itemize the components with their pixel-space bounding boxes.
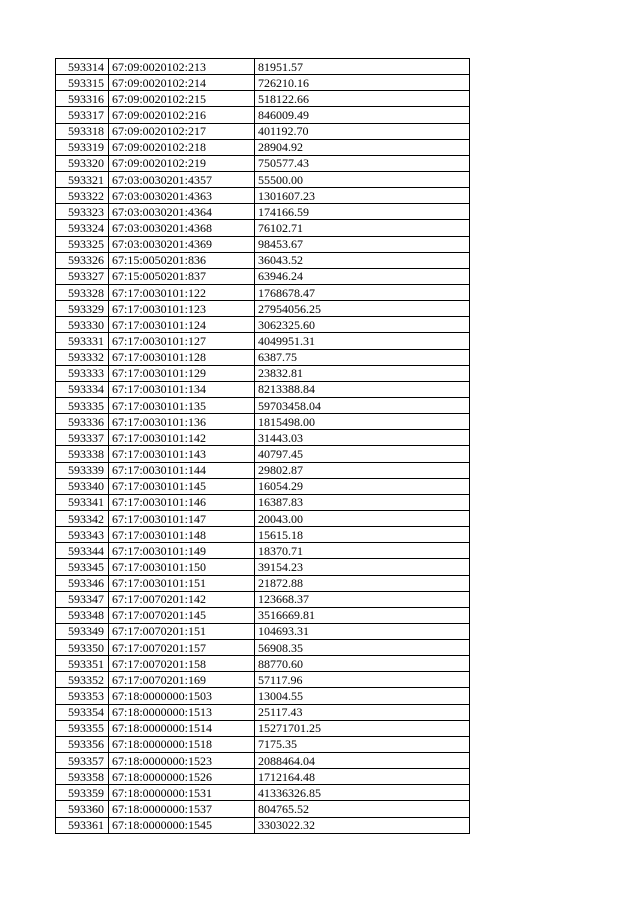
row-id-cell: 593328 [56, 284, 109, 300]
value-cell: 846009.49 [255, 107, 470, 123]
value-cell: 20043.00 [255, 510, 470, 526]
value-cell: 7175.35 [255, 736, 470, 752]
row-id-cell: 593341 [56, 494, 109, 510]
value-cell: 23832.81 [255, 365, 470, 381]
cadastral-number-cell: 67:09:0020102:215 [109, 91, 255, 107]
table-row [56, 381, 470, 397]
value-cell: 16387.83 [255, 494, 470, 510]
cadastral-number-cell: 67:17:0070201:157 [109, 640, 255, 656]
cadastral-number-cell: 67:03:0030201:4368 [109, 220, 255, 236]
row-id-cell: 593329 [56, 301, 109, 317]
cadastral-number-cell: 67:17:0030101:122 [109, 284, 255, 300]
cadastral-number-cell: 67:18:0000000:1537 [109, 801, 255, 817]
value-cell: 8213388.84 [255, 381, 470, 397]
value-cell: 726210.16 [255, 75, 470, 91]
table-row [56, 446, 470, 462]
row-id-cell: 593344 [56, 543, 109, 559]
row-id-cell: 593345 [56, 559, 109, 575]
table-row [56, 301, 470, 317]
table-row [56, 139, 470, 155]
row-id-cell: 593317 [56, 107, 109, 123]
table-row [56, 801, 470, 817]
value-cell: 3303022.32 [255, 817, 470, 833]
cadastral-number-cell: 67:17:0030101:144 [109, 462, 255, 478]
cadastral-number-cell: 67:15:0050201:836 [109, 252, 255, 268]
table-row [56, 559, 470, 575]
cadastral-number-cell: 67:03:0030201:4364 [109, 204, 255, 220]
cadastral-number-cell: 67:17:0030101:142 [109, 430, 255, 446]
table-row [56, 91, 470, 107]
row-id-cell: 593353 [56, 688, 109, 704]
cadastral-number-cell: 67:09:0020102:217 [109, 123, 255, 139]
table-row [56, 268, 470, 284]
table-row [56, 430, 470, 446]
cadastral-number-cell: 67:17:0030101:124 [109, 317, 255, 333]
cadastral-number-cell: 67:03:0030201:4369 [109, 236, 255, 252]
row-id-cell: 593321 [56, 171, 109, 187]
table-row [56, 220, 470, 236]
cadastral-number-cell: 67:17:0070201:169 [109, 672, 255, 688]
cadastral-number-cell: 67:17:0030101:147 [109, 510, 255, 526]
value-cell: 401192.70 [255, 123, 470, 139]
table-row [56, 494, 470, 510]
row-id-cell: 593351 [56, 656, 109, 672]
table-row [56, 462, 470, 478]
value-cell: 750577.43 [255, 155, 470, 171]
value-cell: 81951.57 [255, 59, 470, 75]
row-id-cell: 593314 [56, 59, 109, 75]
row-id-cell: 593356 [56, 736, 109, 752]
table-row [56, 688, 470, 704]
value-cell: 55500.00 [255, 171, 470, 187]
row-id-cell: 593324 [56, 220, 109, 236]
value-cell: 1768678.47 [255, 284, 470, 300]
row-id-cell: 593325 [56, 236, 109, 252]
value-cell: 41336326.85 [255, 785, 470, 801]
table-row [56, 155, 470, 171]
table-row [56, 349, 470, 365]
cadastral-number-cell: 67:17:0030101:151 [109, 575, 255, 591]
cadastral-number-cell: 67:17:0030101:129 [109, 365, 255, 381]
row-id-cell: 593350 [56, 640, 109, 656]
value-cell: 1815498.00 [255, 414, 470, 430]
row-id-cell: 593323 [56, 204, 109, 220]
table-row [56, 317, 470, 333]
table-row [56, 188, 470, 204]
value-cell: 56908.35 [255, 640, 470, 656]
row-id-cell: 593357 [56, 753, 109, 769]
table-row [56, 575, 470, 591]
table-row [56, 478, 470, 494]
value-cell: 6387.75 [255, 349, 470, 365]
value-cell: 15271701.25 [255, 720, 470, 736]
value-cell: 3062325.60 [255, 317, 470, 333]
cadastral-number-cell: 67:18:0000000:1503 [109, 688, 255, 704]
cadastral-number-cell: 67:17:0070201:142 [109, 591, 255, 607]
value-cell: 25117.43 [255, 704, 470, 720]
data-table [55, 58, 470, 834]
table-row [56, 204, 470, 220]
table-row [56, 607, 470, 623]
row-id-cell: 593319 [56, 139, 109, 155]
value-cell: 59703458.04 [255, 397, 470, 413]
table-row [56, 769, 470, 785]
row-id-cell: 593330 [56, 317, 109, 333]
value-cell: 40797.45 [255, 446, 470, 462]
row-id-cell: 593361 [56, 817, 109, 833]
cadastral-number-cell: 67:09:0020102:219 [109, 155, 255, 171]
cadastral-number-cell: 67:17:0030101:127 [109, 333, 255, 349]
table-row [56, 623, 470, 639]
value-cell: 21872.88 [255, 575, 470, 591]
value-cell: 1712164.48 [255, 769, 470, 785]
cadastral-number-cell: 67:09:0020102:213 [109, 59, 255, 75]
row-id-cell: 593336 [56, 414, 109, 430]
row-id-cell: 593349 [56, 623, 109, 639]
table-row [56, 785, 470, 801]
cadastral-number-cell: 67:17:0030101:128 [109, 349, 255, 365]
value-cell: 123668.37 [255, 591, 470, 607]
cadastral-number-cell: 67:09:0020102:216 [109, 107, 255, 123]
table-row [56, 736, 470, 752]
value-cell: 104693.31 [255, 623, 470, 639]
cadastral-number-cell: 67:18:0000000:1523 [109, 753, 255, 769]
table-row [56, 414, 470, 430]
cadastral-number-cell: 67:09:0020102:214 [109, 75, 255, 91]
cadastral-number-cell: 67:17:0030101:135 [109, 397, 255, 413]
value-cell: 27954056.25 [255, 301, 470, 317]
value-cell: 98453.67 [255, 236, 470, 252]
value-cell: 18370.71 [255, 543, 470, 559]
row-id-cell: 593355 [56, 720, 109, 736]
cadastral-number-cell: 67:15:0050201:837 [109, 268, 255, 284]
row-id-cell: 593334 [56, 381, 109, 397]
cadastral-number-cell: 67:17:0070201:151 [109, 623, 255, 639]
cadastral-number-cell: 67:17:0030101:123 [109, 301, 255, 317]
value-cell: 76102.71 [255, 220, 470, 236]
row-id-cell: 593338 [56, 446, 109, 462]
cadastral-number-cell: 67:18:0000000:1514 [109, 720, 255, 736]
cadastral-number-cell: 67:17:0030101:146 [109, 494, 255, 510]
table-row [56, 753, 470, 769]
row-id-cell: 593348 [56, 607, 109, 623]
value-cell: 63946.24 [255, 268, 470, 284]
row-id-cell: 593318 [56, 123, 109, 139]
table-row [56, 252, 470, 268]
value-cell: 3516669.81 [255, 607, 470, 623]
value-cell: 28904.92 [255, 139, 470, 155]
cadastral-number-cell: 67:17:0030101:148 [109, 527, 255, 543]
cadastral-number-cell: 67:18:0000000:1518 [109, 736, 255, 752]
row-id-cell: 593322 [56, 188, 109, 204]
row-id-cell: 593352 [56, 672, 109, 688]
cadastral-number-cell: 67:17:0070201:145 [109, 607, 255, 623]
table-row [56, 704, 470, 720]
row-id-cell: 593340 [56, 478, 109, 494]
table-row [56, 397, 470, 413]
cadastral-number-cell: 67:18:0000000:1526 [109, 769, 255, 785]
row-id-cell: 593346 [56, 575, 109, 591]
row-id-cell: 593326 [56, 252, 109, 268]
table-row [56, 817, 470, 833]
row-id-cell: 593315 [56, 75, 109, 91]
table-row [56, 59, 470, 75]
table-row [56, 333, 470, 349]
row-id-cell: 593316 [56, 91, 109, 107]
cadastral-number-cell: 67:17:0030101:134 [109, 381, 255, 397]
value-cell: 804765.52 [255, 801, 470, 817]
cadastral-number-cell: 67:17:0030101:145 [109, 478, 255, 494]
row-id-cell: 593337 [56, 430, 109, 446]
row-id-cell: 593343 [56, 527, 109, 543]
table-row [56, 107, 470, 123]
row-id-cell: 593358 [56, 769, 109, 785]
cadastral-number-cell: 67:17:0030101:136 [109, 414, 255, 430]
row-id-cell: 593342 [56, 510, 109, 526]
row-id-cell: 593327 [56, 268, 109, 284]
row-id-cell: 593333 [56, 365, 109, 381]
table-row [56, 284, 470, 300]
table-row [56, 527, 470, 543]
value-cell: 13004.55 [255, 688, 470, 704]
cadastral-number-cell: 67:18:0000000:1513 [109, 704, 255, 720]
row-id-cell: 593332 [56, 349, 109, 365]
cadastral-number-cell: 67:17:0030101:143 [109, 446, 255, 462]
value-cell: 36043.52 [255, 252, 470, 268]
table-row [56, 640, 470, 656]
cadastral-number-cell: 67:09:0020102:218 [109, 139, 255, 155]
value-cell: 16054.29 [255, 478, 470, 494]
value-cell: 1301607.23 [255, 188, 470, 204]
value-cell: 15615.18 [255, 527, 470, 543]
table-row [56, 75, 470, 91]
row-id-cell: 593331 [56, 333, 109, 349]
value-cell: 518122.66 [255, 91, 470, 107]
value-cell: 57117.96 [255, 672, 470, 688]
value-cell: 31443.03 [255, 430, 470, 446]
cadastral-number-cell: 67:03:0030201:4357 [109, 171, 255, 187]
table-row [56, 543, 470, 559]
table-body [56, 59, 470, 834]
value-cell: 4049951.31 [255, 333, 470, 349]
cadastral-number-cell: 67:17:0030101:149 [109, 543, 255, 559]
table-row [56, 171, 470, 187]
cadastral-number-cell: 67:17:0030101:150 [109, 559, 255, 575]
value-cell: 39154.23 [255, 559, 470, 575]
row-id-cell: 593320 [56, 155, 109, 171]
row-id-cell: 593359 [56, 785, 109, 801]
table-row [56, 236, 470, 252]
row-id-cell: 593360 [56, 801, 109, 817]
table-row [56, 591, 470, 607]
value-cell: 29802.87 [255, 462, 470, 478]
value-cell: 174166.59 [255, 204, 470, 220]
table-row [56, 510, 470, 526]
table-row [56, 123, 470, 139]
value-cell: 88770.60 [255, 656, 470, 672]
row-id-cell: 593354 [56, 704, 109, 720]
cadastral-number-cell: 67:17:0070201:158 [109, 656, 255, 672]
cadastral-number-cell: 67:18:0000000:1531 [109, 785, 255, 801]
table-row [56, 672, 470, 688]
value-cell: 2088464.04 [255, 753, 470, 769]
row-id-cell: 593339 [56, 462, 109, 478]
row-id-cell: 593335 [56, 397, 109, 413]
table-row [56, 365, 470, 381]
row-id-cell: 593347 [56, 591, 109, 607]
table-row [56, 720, 470, 736]
cadastral-number-cell: 67:03:0030201:4363 [109, 188, 255, 204]
table-row [56, 656, 470, 672]
cadastral-number-cell: 67:18:0000000:1545 [109, 817, 255, 833]
